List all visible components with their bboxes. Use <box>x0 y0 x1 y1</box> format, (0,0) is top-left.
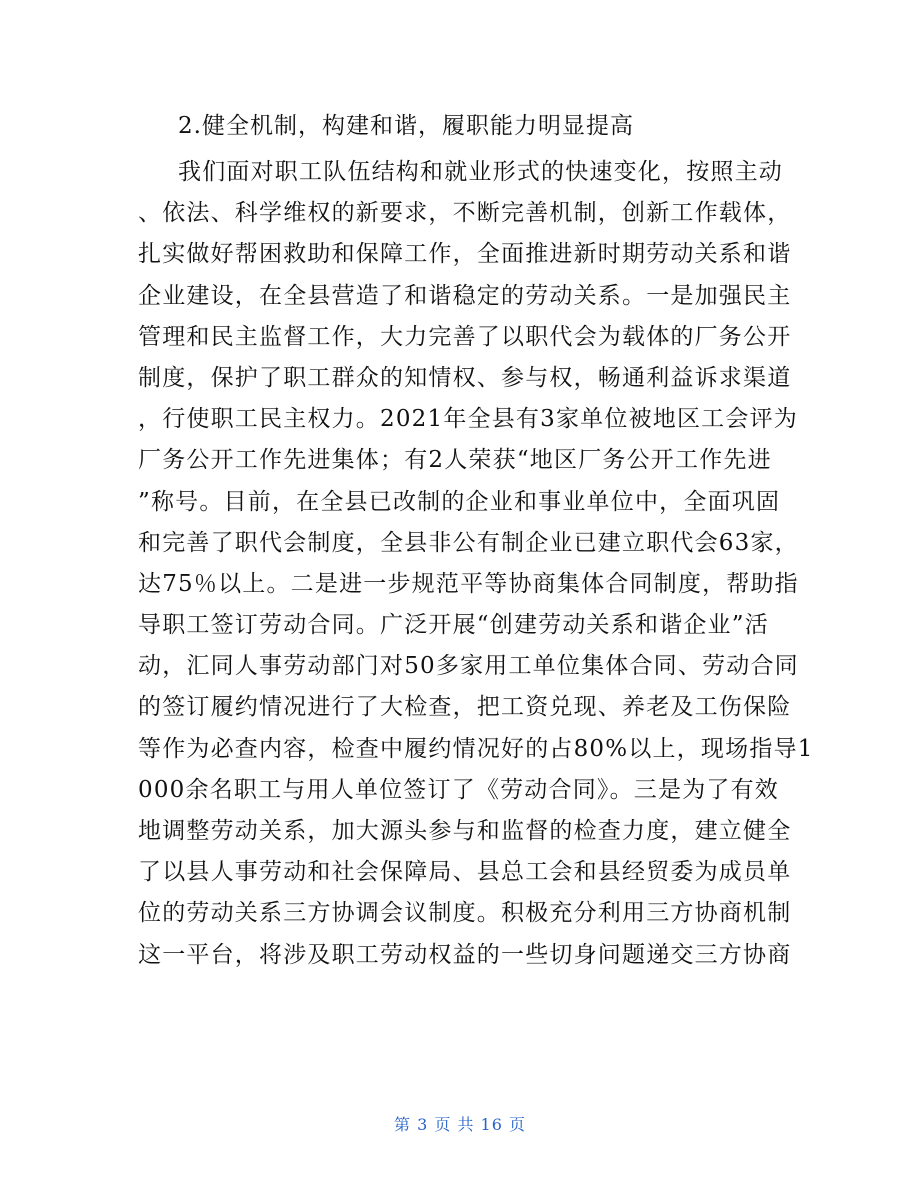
paragraph-line: 导职工签订劳动合同。广泛开展“创建劳动关系和谐企业”活 <box>138 612 769 639</box>
paragraph-line: 000余名职工与用人单位签订了《劳动合同》。三是为了有效 <box>138 776 779 803</box>
section-heading: 2.健全机制，构建和谐，履职能力明显提高 <box>178 113 634 139</box>
paragraph-line: 动，汇同人事劳动部门对50多家用工单位集体合同、劳动合同 <box>138 653 799 680</box>
paragraph-line: 企业建设，在全县营造了和谐稳定的劳动关系。一是加强民主 <box>138 282 792 309</box>
paragraph-line: 位的劳动关系三方协调会议制度。积极充分利用三方协商机制 <box>138 900 792 927</box>
paragraph-line: 达75％以上。二是进一步规范平等协商集体合同制度，帮助指 <box>138 570 799 597</box>
paragraph-line: 和完善了职代会制度，全县非公有制企业已建立职代会63家， <box>138 529 799 556</box>
paragraph-line: 的签订履约情况进行了大检查，把工资兑现、养老及工伤保险 <box>138 694 792 721</box>
paragraph-line: 厂务公开工作先进集体；有2人荣获“地区厂务公开工作先进 <box>138 447 772 474</box>
paragraph-line: 制度，保护了职工群众的知情权、参与权，畅通利益诉求渠道 <box>138 364 792 391</box>
paragraph-line: 了以县人事劳动和社会保障局、县总工会和县经贸委为成员单 <box>138 859 792 886</box>
paragraph-line: 等作为必查内容，检查中履约情况好的占80%以上，现场指导1 <box>138 735 814 762</box>
paragraph-line: 、依法、科学维权的新要求，不断完善机制，创新工作载体， <box>138 200 792 227</box>
page-number-footer: 第 3 页 共 16 页 <box>394 1115 526 1134</box>
paragraph-line: 管理和民主监督工作，大力完善了以职代会为载体的厂务公开 <box>138 323 792 350</box>
paragraph-line: 我们面对职工队伍结构和就业形式的快速变化，按照主动 <box>178 159 783 185</box>
body-paragraph <box>138 152 814 976</box>
paragraph-line: ”称号。目前，在全县已改制的企业和事业单位中，全面巩固 <box>138 488 781 515</box>
paragraph-line: 这一平台，将涉及职工劳动权益的一些切身问题递交三方协商 <box>138 941 792 968</box>
paragraph-line: 地调整劳动关系，加大源头参与和监督的检查力度，建立健全 <box>138 818 792 844</box>
paragraph-line: 扎实做好帮困救助和保障工作，全面推进新时期劳动关系和谐 <box>138 241 792 268</box>
paragraph-line: ，行使职工民主权力。2021年全县有3家单位被地区工会评为 <box>138 406 798 433</box>
